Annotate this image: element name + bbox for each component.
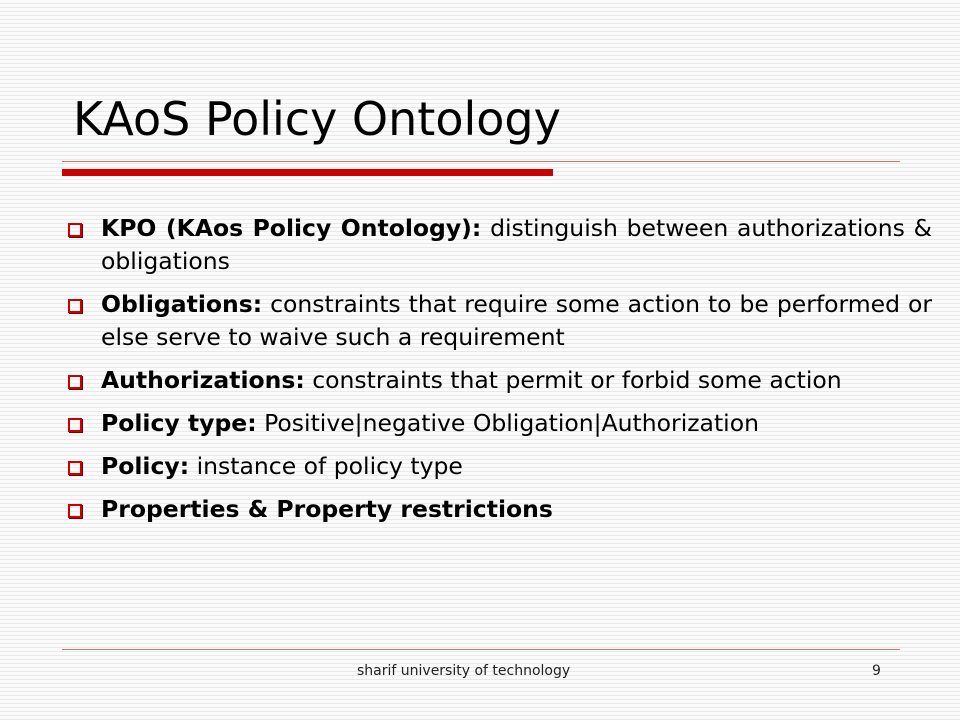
bullet-term: KPO (KAos Policy Ontology): [101,214,482,242]
footer-text: sharif university of technology [357,663,571,679]
bullet-item-authorizations [62,364,932,397]
page-number: 9 [872,663,881,679]
hollow-square-icon [68,418,82,432]
hollow-square-icon [68,375,82,389]
hollow-square-icon [68,223,82,237]
bullet-text: instance of policy type [189,452,463,480]
bullet-item-obligations [62,288,932,354]
bullet-text: Positive|negative Obligation|Authorization [256,409,759,437]
bullet-text: constraints that permit or forbid some action [304,366,842,394]
bullet-item-policy-type [62,407,932,440]
hollow-square-icon [68,461,82,475]
bullet-term: Properties & Property restrictions [101,495,553,523]
title-underline-thin [62,161,900,162]
hollow-square-icon [68,299,82,313]
bullet-text: constraints that require some action to be performed or else serve to waive such a requirement [101,290,932,351]
bullet-term: Obligations: [101,290,263,318]
hollow-square-icon [68,504,82,518]
bullet-list [62,212,932,536]
title-accent-bar [62,169,553,176]
bullet-term: Policy: [101,452,190,480]
footer-divider [62,649,900,650]
bullet-text: distinguish between authorizations & obligations [101,214,932,275]
bullet-item-kpo [62,212,932,278]
bullet-item-properties [62,493,932,526]
slide-title: KAoS Policy Ontology [73,92,561,146]
bullet-item-policy [62,450,932,483]
bullet-term: Authorizations: [101,366,305,394]
bullet-term: Policy type: [101,409,257,437]
